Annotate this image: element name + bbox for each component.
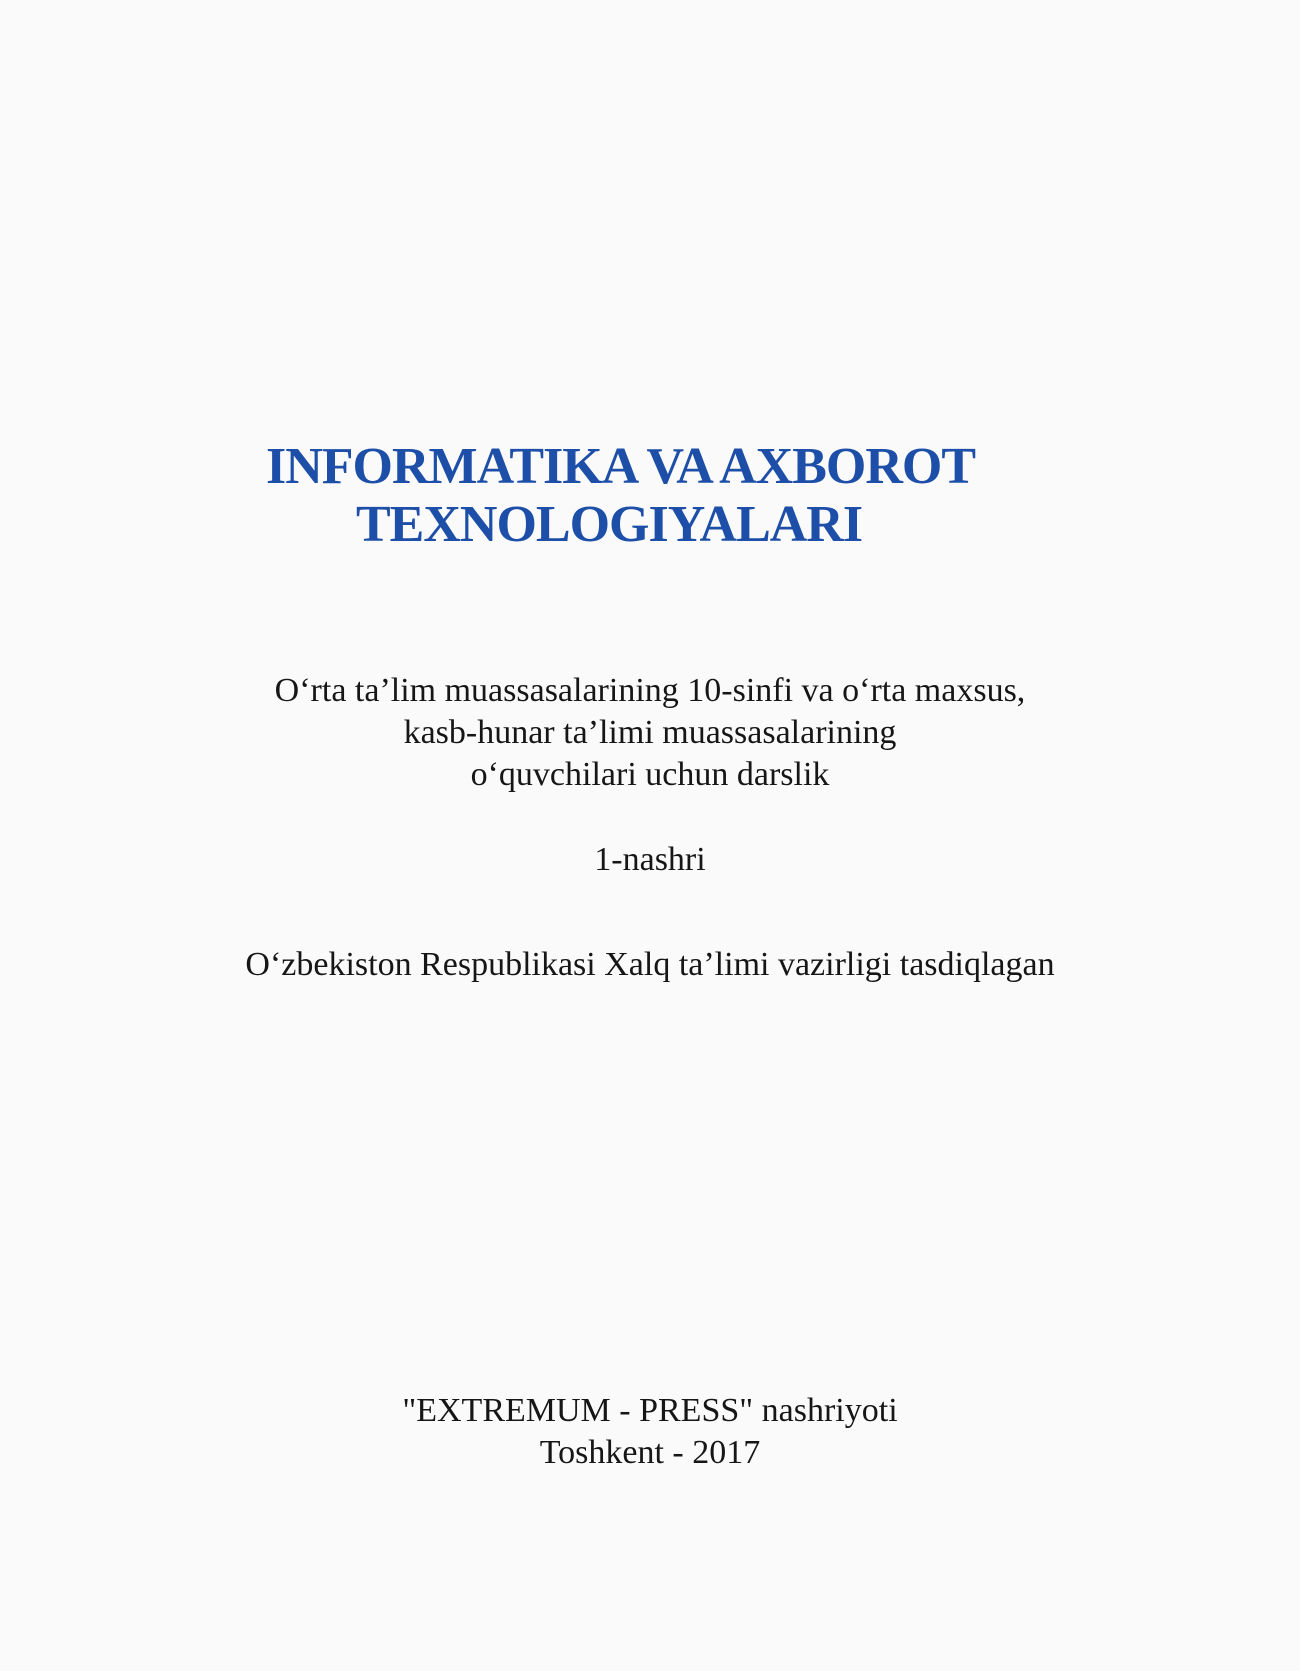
book-title-line-1: INFORMATIKA VA AXBOROT xyxy=(266,438,976,495)
approval-statement: O‘zbekiston Respublikasi Xalq ta’limi vazirligi tasdiqlagan xyxy=(245,946,1055,983)
edition-label: 1-nashri xyxy=(594,841,706,878)
subtitle-line-3: o‘quvchilari uchun darslik xyxy=(470,756,830,793)
publisher-info xyxy=(0,1390,1300,1474)
subtitle-line-2: kasb-hunar ta’limi muassasalarining xyxy=(403,714,897,751)
publisher-place-year: Toshkent - 2017 xyxy=(539,1434,761,1471)
subtitle-line-1: O‘rta ta’lim muassasalarining 10-sinfi va o‘rta maxsus, xyxy=(274,672,1026,709)
book-subtitle xyxy=(0,670,1300,796)
book-title-line-2: TEXNOLOGIYALARI xyxy=(356,496,863,553)
publisher-name: "EXTREMUM - PRESS" nashriyoti xyxy=(402,1392,898,1429)
